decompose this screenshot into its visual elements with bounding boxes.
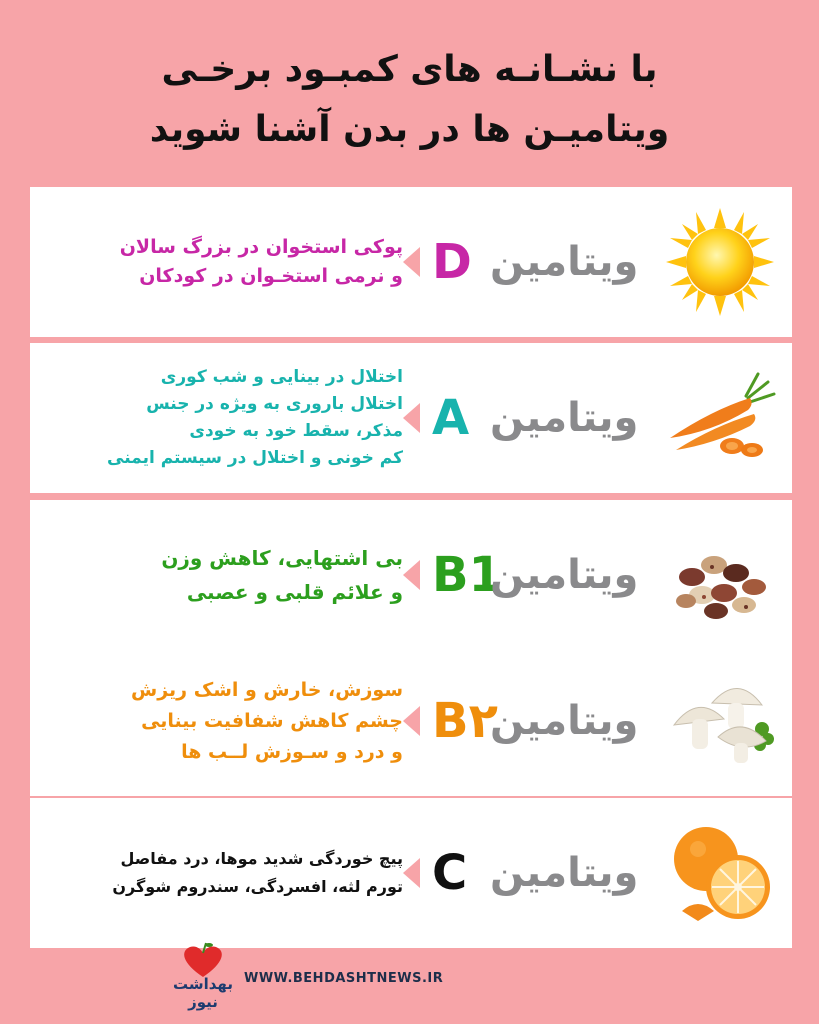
symptom-line: و علائم قلبی و عصبی	[186, 580, 403, 604]
vitamin-word: ویتامین	[490, 395, 639, 441]
vitamin-card-d	[30, 187, 792, 337]
symptom-line: تورم لثه، افسردگی، سندروم شوگرن	[112, 877, 403, 896]
vitamin-word: ویتامین	[490, 239, 639, 285]
carrot-icon	[662, 360, 778, 476]
title-line-2: ویتامیـن ها در بدن آشنا شوید	[149, 109, 670, 150]
pointer-arrow	[403, 560, 420, 590]
symptom-line: بی اشتهایی، کاهش وزن	[161, 546, 403, 570]
vitamin-letter: A	[432, 390, 470, 446]
logo-text: بهداشت نیوز	[173, 975, 233, 1011]
vitamin-letter: C	[432, 845, 468, 901]
symptom-line: چشم کاهش شفافیت بینایی	[141, 709, 403, 732]
vitamin-letter: B1	[432, 547, 502, 603]
symptom-line: پیچ خوردگی شدید موها، درد مفاصل	[120, 849, 403, 868]
vitamin-letter: B۲	[432, 693, 498, 749]
sun-icon	[662, 204, 778, 320]
symptom-line: و درد و سـوزش لــب ها	[181, 740, 403, 763]
orange-icon	[662, 815, 778, 931]
vitamin-word: ویتامین	[490, 552, 639, 598]
page-title	[0, 40, 819, 160]
symptoms-text	[48, 187, 403, 337]
vitamin-card-b2	[30, 646, 792, 796]
vitamin-card-c	[30, 798, 792, 948]
symptom-line: سوزش، خارش و اشک ریزش	[131, 678, 403, 701]
symptom-line: و نرمی استخـوان در کودکان	[139, 265, 403, 287]
vitamin-card-b1	[30, 500, 792, 650]
title-line-1: با نشـانـه های کمبـود برخـی	[161, 49, 658, 90]
website-url[interactable]: WWW.BEHDASHTNEWS.IR	[244, 971, 444, 986]
vitamin-card-a	[30, 343, 792, 493]
symptoms-text	[48, 343, 403, 493]
symptom-line: اختلال باروری به ویژه در جنس	[146, 394, 403, 414]
symptom-line: اختلال در بینایی و شب کوری	[160, 367, 403, 387]
pointer-arrow	[403, 706, 420, 736]
beans-icon	[662, 517, 778, 633]
vitamin-word: ویتامین	[490, 850, 639, 896]
symptom-line: کم خونی و اختلال در سیستم ایمنی	[107, 448, 403, 468]
mushroom-icon	[662, 663, 778, 779]
symptoms-text	[48, 646, 403, 796]
symptoms-text	[48, 798, 403, 948]
pointer-arrow	[403, 247, 420, 277]
footer	[0, 935, 819, 1015]
symptom-line: مذکر، سقط خود به خودی	[189, 421, 403, 441]
vitamin-letter: D	[432, 234, 472, 290]
pointer-arrow	[403, 403, 420, 433]
symptoms-text	[48, 500, 403, 650]
vitamin-word: ویتامین	[490, 698, 639, 744]
symptom-line: پوکی استخوان در بزرگ سالان	[119, 236, 403, 258]
pointer-arrow	[403, 858, 420, 888]
